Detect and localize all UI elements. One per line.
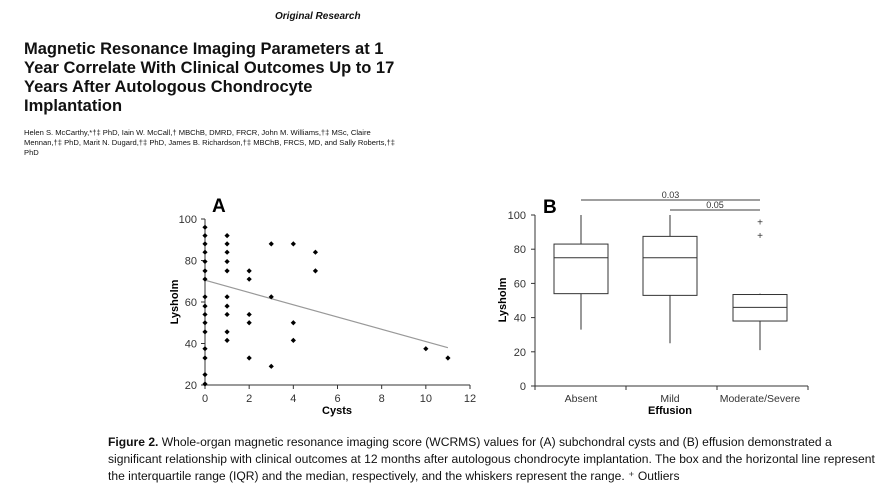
y-tick-label-a: 40 <box>184 338 197 351</box>
y-tick-label-b: 100 <box>507 210 526 222</box>
data-point <box>269 241 274 246</box>
x-tick-label-a: 6 <box>334 393 341 405</box>
data-point <box>291 338 296 343</box>
outlier-marker: + <box>757 231 763 243</box>
y-tick-label-a: 100 <box>178 214 197 226</box>
y-tick-label-a: 20 <box>184 380 197 392</box>
data-point <box>313 250 318 255</box>
x-tick-label-a: 4 <box>290 393 297 405</box>
data-point <box>202 250 207 255</box>
data-point <box>291 320 296 325</box>
data-point <box>202 320 207 325</box>
p-value-label: 0.03 <box>661 190 680 200</box>
data-point <box>247 355 252 360</box>
panel-label-a: A <box>212 196 226 217</box>
y-tick-label-b: 40 <box>513 312 526 325</box>
data-point <box>202 241 207 246</box>
data-point <box>202 372 207 377</box>
caption-text: Whole-organ magnetic resonance imaging score (WCRMS) values for (A) subchondral cysts and (B) effusion demonstrated a significant relationship with clinical outcomes at 12 months after autologous chondrocyte implantation. The box and the horizontal line represent the interquartile range (IQR) and the median, respectively, and the whiskers represent the range. ⁺ Outliers <box>108 435 875 483</box>
x-tick-label-a: 12 <box>463 393 477 405</box>
data-point <box>224 312 229 317</box>
x-axis-title-a: Cysts <box>322 405 352 417</box>
data-point <box>291 241 296 246</box>
data-point <box>445 355 450 360</box>
trendline <box>205 280 448 347</box>
p-value-label: 0.05 <box>706 200 724 210</box>
data-point <box>202 346 207 351</box>
data-point <box>247 268 252 273</box>
category-label: Absent <box>564 393 598 405</box>
data-point <box>202 329 207 334</box>
x-tick-label-a: 8 <box>378 393 385 405</box>
y-tick-label-b: 0 <box>519 381 526 393</box>
x-tick-label-a: 0 <box>201 393 209 405</box>
y-axis-title-a: Lysholm <box>169 279 181 325</box>
data-point <box>224 294 229 299</box>
data-point <box>224 241 229 246</box>
caption-label: Figure 2. <box>108 435 159 449</box>
y-tick-label-a: 60 <box>184 297 197 309</box>
x-tick-label-a: 10 <box>419 393 432 405</box>
data-point <box>202 225 207 230</box>
data-point <box>202 304 207 309</box>
y-tick-label-b: 80 <box>513 244 526 257</box>
data-point <box>247 277 252 282</box>
x-axis-title-b: Effusion <box>648 405 692 417</box>
data-point <box>224 250 229 255</box>
data-point <box>247 320 252 325</box>
y-axis-title-b: Lysholm <box>497 277 509 323</box>
iqr-box <box>643 236 697 295</box>
category-label: Mild <box>660 393 680 405</box>
y-tick-label-a: 80 <box>184 255 197 268</box>
data-point <box>224 268 229 273</box>
y-tick-label-b: 20 <box>513 346 526 359</box>
data-point <box>423 346 428 351</box>
data-point <box>202 355 207 360</box>
data-point <box>269 364 274 369</box>
data-point <box>202 312 207 317</box>
data-point <box>313 268 318 273</box>
panel-label-b: B <box>543 197 557 218</box>
outlier-marker: + <box>757 217 763 229</box>
data-point <box>247 312 252 317</box>
data-point <box>224 259 229 264</box>
data-point <box>202 259 207 264</box>
author-list: Helen S. McCarthy,*†‡ PhD, Iain W. McCall,† MBChB, DMRD, FRCR, John M. Williams,†‡ MSc, Claire Mennan,†‡ PhD, Marit N. Dugard,†‡ PhD, James B. Richardson,†‡ MBChB, FRCS, MD, and Sally Roberts,†‡ PhD <box>24 128 395 157</box>
figure-caption <box>108 434 888 485</box>
data-point <box>202 233 207 238</box>
y-tick-label-b: 60 <box>513 278 526 291</box>
section-label: Original Research <box>275 11 361 22</box>
x-tick-label-a: 2 <box>246 393 253 405</box>
data-point <box>202 381 207 386</box>
category-label: Moderate/Severe <box>719 393 801 405</box>
data-point <box>224 304 229 309</box>
article-title: Magnetic Resonance Imaging Parameters at 1 Year Correlate With Clinical Outcomes Up to 17 Years After Autologous Chondrocyte Implantation <box>24 40 395 115</box>
data-point <box>224 233 229 238</box>
data-point <box>224 338 229 343</box>
data-point <box>202 294 207 299</box>
iqr-box <box>554 244 608 294</box>
data-point <box>202 268 207 273</box>
data-point <box>224 329 229 334</box>
